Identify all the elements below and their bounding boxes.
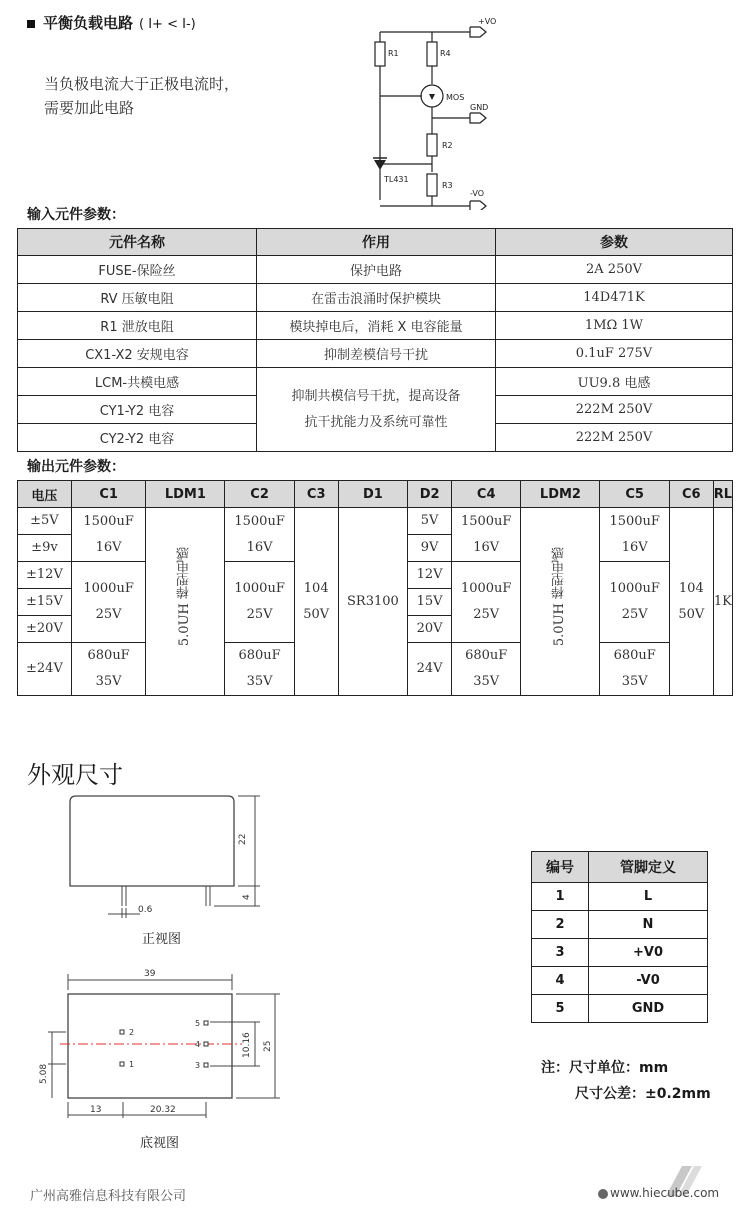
c4-cell — [451, 643, 520, 696]
pin-label-2: 2 — [129, 1028, 135, 1037]
section-title-text: 平衡负载电路 — [43, 14, 134, 32]
dim-pin-diameter: 0.6 — [138, 905, 153, 915]
pin-label-4: 4 — [195, 1040, 201, 1049]
header-cell: 元件名称 — [18, 229, 257, 256]
header-cell: 管脚定义 — [589, 852, 708, 883]
table-row — [18, 368, 733, 396]
desc-line-2: 需要加此电路 — [44, 99, 135, 117]
rl-cell: 1K — [713, 508, 732, 696]
c4-cap: 1000uF — [460, 581, 512, 596]
circuit-label-vo-plus: +VO — [478, 17, 497, 26]
c5-cap: 1000uF — [609, 581, 660, 596]
ldm1-text: 5.0UH 棒型电感 — [177, 546, 193, 647]
table-row — [532, 967, 708, 995]
c1-volt: 35V — [95, 674, 122, 689]
header-cell: D2 — [408, 481, 452, 508]
component-name: CY1-Y2 电容 — [18, 396, 257, 424]
table-header-row — [532, 852, 708, 883]
c5-volt: 35V — [621, 674, 648, 689]
c3-cap: 104 — [303, 580, 329, 596]
component-name: R1 泄放电阻 — [18, 312, 257, 340]
table-row — [532, 911, 708, 939]
component-param: 1MΩ 1W — [496, 312, 733, 340]
c5-cap: 1500uF — [609, 513, 660, 529]
component-name: CY2-Y2 电容 — [18, 424, 257, 452]
c4-cap: 680uF — [465, 648, 508, 663]
bottom-view-caption: 底视图 — [140, 1136, 180, 1151]
dim-pin-length: 4 — [242, 894, 252, 900]
header-cell: 电压 — [18, 481, 72, 508]
note-tolerance: 尺寸公差：±0.2mm — [575, 1086, 711, 1102]
d2-cell: 24V — [408, 643, 452, 696]
c6-volt: 50V — [678, 606, 705, 622]
circuit-label-gnd: GND — [470, 103, 489, 112]
ldm1-cell — [146, 508, 225, 696]
pin-label-3: 3 — [195, 1061, 201, 1070]
c2-volt: 16V — [246, 539, 273, 555]
header-cell: D1 — [338, 481, 408, 508]
pin-num: 2 — [532, 911, 589, 939]
input-params-table — [17, 228, 733, 452]
component-name: CX1-X2 安规电容 — [18, 340, 257, 368]
d1-cell: SR3100 — [338, 508, 408, 696]
merged-function-cell — [257, 368, 496, 452]
table-row — [18, 340, 733, 368]
c5-volt: 25V — [621, 607, 648, 622]
pin-definition-table — [531, 851, 708, 1023]
note-unit: 注：尺寸单位：mm — [541, 1060, 669, 1076]
pin-def: L — [589, 883, 708, 911]
c1-cell — [71, 508, 146, 562]
circuit-label-tl431: TL431 — [384, 175, 409, 184]
component-param: 222M 250V — [496, 424, 733, 452]
c5-cell — [600, 508, 669, 562]
voltage-cell: ±20V — [18, 616, 72, 643]
c1-cap: 1500uF — [83, 513, 134, 529]
ldm2-cell — [521, 508, 600, 696]
dim-offset-y: 5.08 — [39, 1063, 49, 1084]
component-name: RV 压敏电阻 — [18, 284, 257, 312]
header-cell: C2 — [225, 481, 294, 508]
d2-cell: 12V — [408, 562, 452, 589]
company-name: 广州高雅信息科技有限公司 — [30, 1189, 187, 1204]
component-param: 2A 250V — [496, 256, 733, 284]
merged-function-line-2: 抗干扰能力及系统可靠性 — [304, 414, 448, 430]
dim-length: 39 — [144, 969, 156, 979]
output-params-table — [17, 480, 733, 696]
voltage-cell: ±9v — [18, 535, 72, 562]
front-view-caption: 正视图 — [142, 932, 182, 947]
balance-circuit-diagram — [360, 10, 510, 210]
c5-volt: 16V — [621, 539, 648, 555]
dim-width: 25 — [263, 1040, 273, 1052]
component-param: 0.1uF 275V — [496, 340, 733, 368]
c2-cap: 1500uF — [234, 513, 285, 529]
circuit-label-r4: R4 — [440, 49, 451, 58]
circuit-label-vo-minus: -VO — [470, 189, 485, 198]
circuit-label-r3: R3 — [442, 181, 453, 190]
dimensions-title: 外观尺寸 — [27, 761, 123, 789]
website-link[interactable] — [598, 1186, 719, 1200]
c4-volt: 25V — [473, 607, 500, 622]
header-cell: 参数 — [496, 229, 733, 256]
voltage-cell: ±12V — [18, 562, 72, 589]
table-row — [18, 256, 733, 284]
pin-label-5: 5 — [195, 1019, 201, 1028]
balance-description — [44, 72, 239, 120]
voltage-cell: ±24V — [18, 643, 72, 696]
circuit-label-mos: MOS — [446, 93, 465, 102]
c1-cap: 1000uF — [83, 581, 134, 596]
c4-volt: 35V — [473, 674, 500, 689]
table-row — [18, 508, 733, 535]
c2-cell — [225, 643, 294, 696]
component-function: 模块掉电后，消耗 X 电容能量 — [257, 312, 496, 340]
voltage-cell: ±15V — [18, 589, 72, 616]
header-cell: C6 — [669, 481, 713, 508]
merged-function-line-1: 抑制共模信号干扰，提高设备 — [291, 388, 461, 404]
c2-cap: 680uF — [238, 648, 281, 663]
table-header-row — [18, 229, 733, 256]
header-cell: 编号 — [532, 852, 589, 883]
c1-cell — [71, 643, 146, 696]
header-cell: LDM1 — [146, 481, 225, 508]
d2-cell: 9V — [408, 535, 452, 562]
c5-cell — [600, 643, 669, 696]
pin-num: 5 — [532, 995, 589, 1023]
site-logo-icon — [598, 1189, 608, 1199]
header-cell: C3 — [294, 481, 338, 508]
table-row — [532, 939, 708, 967]
c4-cell — [451, 508, 520, 562]
pin-def: +V0 — [589, 939, 708, 967]
pin-def: -V0 — [589, 967, 708, 995]
c1-volt: 16V — [95, 539, 122, 555]
dim-offset-x: 13 — [90, 1105, 102, 1115]
c2-cell — [225, 508, 294, 562]
c2-volt: 35V — [246, 674, 273, 689]
bottom-view-drawing — [30, 960, 300, 1130]
d2-cell: 15V — [408, 589, 452, 616]
section-title — [27, 12, 196, 33]
component-name: LCM-共模电感 — [18, 368, 257, 396]
pin-num: 3 — [532, 939, 589, 967]
section-condition: ( I+ < I-) — [139, 17, 196, 32]
header-cell: 作用 — [257, 229, 496, 256]
c4-cap: 1500uF — [460, 513, 512, 529]
table-header-row — [18, 481, 733, 508]
c1-volt: 25V — [95, 607, 122, 622]
d2-cell: 5V — [408, 508, 452, 535]
c5-cell — [600, 562, 669, 643]
c2-volt: 25V — [246, 607, 273, 622]
circuit-label-r2: R2 — [442, 141, 453, 150]
component-name: FUSE-保险丝 — [18, 256, 257, 284]
dim-pitch-v: 10.16 — [242, 1032, 252, 1058]
c2-cap: 1000uF — [234, 581, 285, 596]
c6-cell — [669, 508, 713, 696]
c3-cell — [294, 508, 338, 696]
pin-num: 4 — [532, 967, 589, 995]
pin-def: N — [589, 911, 708, 939]
component-function: 在雷击浪涌时保护模块 — [257, 284, 496, 312]
c4-volt: 16V — [473, 539, 500, 555]
table-row — [532, 883, 708, 911]
pin-num: 1 — [532, 883, 589, 911]
component-function: 抑制差模信号干扰 — [257, 340, 496, 368]
circuit-label-r1: R1 — [388, 49, 399, 58]
dim-height: 22 — [238, 833, 248, 845]
output-params-label: 输出元件参数： — [27, 459, 125, 475]
c6-cap: 104 — [678, 580, 704, 596]
dim-pitch-h: 20.32 — [150, 1105, 176, 1115]
header-cell: LDM2 — [521, 481, 600, 508]
header-cell: C5 — [600, 481, 669, 508]
component-param: UU9.8 电感 — [496, 368, 733, 396]
c3-volt: 50V — [303, 606, 330, 622]
website-text: www.hiecube.com — [610, 1186, 720, 1200]
ldm2-text: 5.0UH 棒型电感 — [552, 546, 568, 647]
d2-cell: 20V — [408, 616, 452, 643]
table-row — [532, 995, 708, 1023]
component-function: 保护电路 — [257, 256, 496, 284]
table-row — [18, 312, 733, 340]
header-cell: C1 — [71, 481, 146, 508]
desc-line-1: 当负极电流大于正极电流时， — [44, 75, 240, 93]
pin-label-1: 1 — [129, 1060, 135, 1069]
component-param: 222M 250V — [496, 396, 733, 424]
bullet-square-icon — [27, 20, 35, 28]
header-cell: RL — [713, 481, 732, 508]
c4-cell — [451, 562, 520, 643]
table-row — [18, 284, 733, 312]
header-cell: C4 — [451, 481, 520, 508]
c5-cap: 680uF — [613, 648, 656, 663]
component-param: 14D471K — [496, 284, 733, 312]
voltage-cell: ±5V — [18, 508, 72, 535]
c1-cap: 680uF — [87, 648, 130, 663]
pin-def: GND — [589, 995, 708, 1023]
front-view-drawing — [60, 790, 280, 925]
input-params-label: 输入元件参数： — [27, 207, 125, 223]
c1-cell — [71, 562, 146, 643]
c2-cell — [225, 562, 294, 643]
